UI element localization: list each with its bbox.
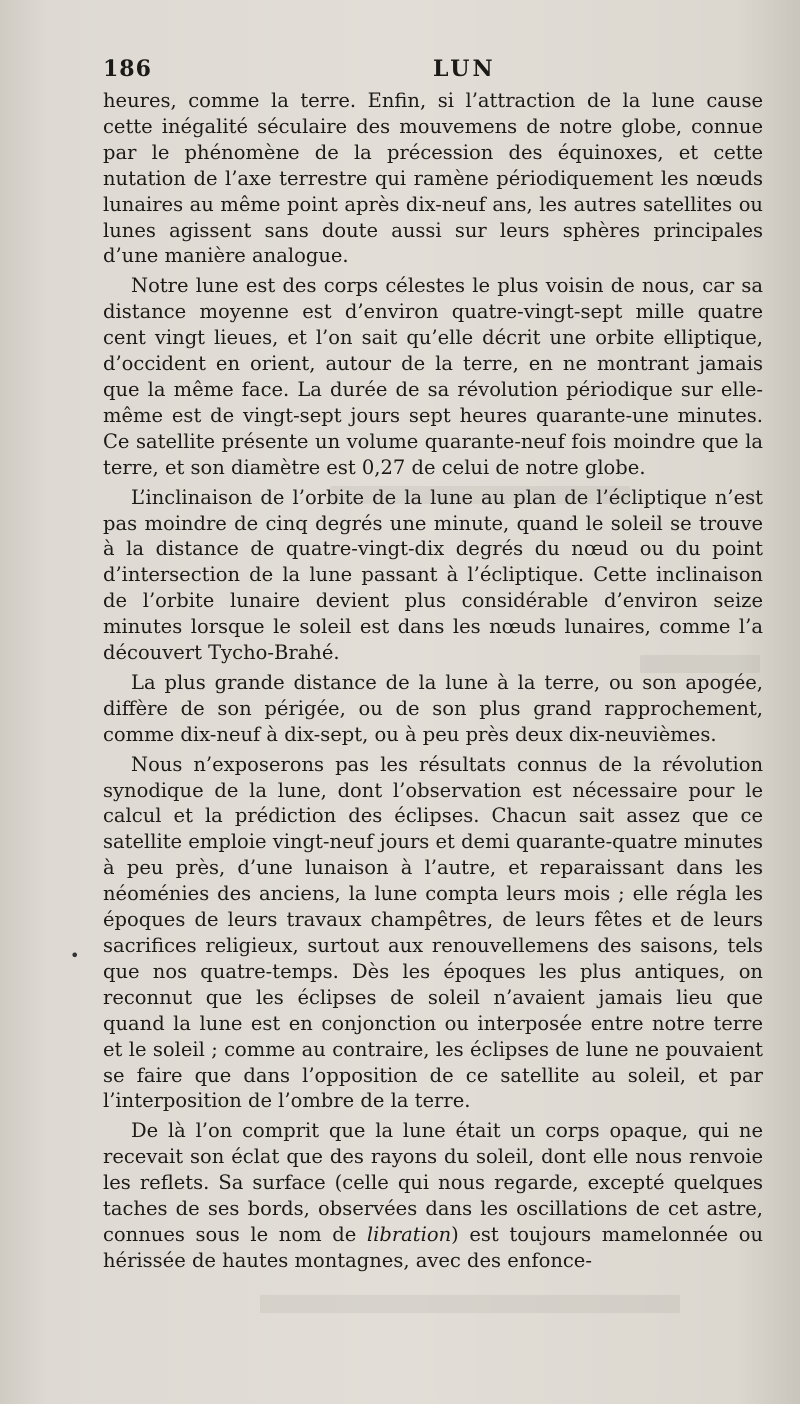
- paragraph-1: heures, comme la terre. Enfin, si l’attraction de la lune cause cette inégalité séculaire des mouvemens de notre globe, connue par le phénomène de la précession des équinoxes, et cette nutation de l’axe terrestre qui ramène périodiquement les nœuds lunaires au même point après dix-neuf ans, les autres satellites ou lunes agissent sans doute aussi sur leurs sphères principales d’une manière analogue.: [103, 89, 763, 268]
- margin-mark: •: [70, 946, 80, 965]
- paragraph-6: [103, 1118, 763, 1273]
- paragraph-6-text-after: ) est toujours mamelonnée ou hérissée de hautes montagnes, avec des enfonce-: [103, 1222, 764, 1272]
- running-head: LUN: [433, 56, 496, 82]
- page-number: 186: [103, 56, 152, 82]
- libration-term: libration: [366, 1222, 452, 1246]
- paragraph-2: Notre lune est des corps célestes le plus voisin de nous, car sa distance moyenne est d’environ quatre-vingt-sept mille quatre cent vingt lieues, et l’on sait qu’elle décrit une orbite elliptique, d’occident en orient, autour de la terre, en ne montrant jamais que la même face. La durée de sa révolution périodique sur elle-même est de vingt-sept jours sept heures quarante-une minutes. Ce satellite présente un volume quarante-neuf fois moindre que la terre, et son diamètre est 0,27 de celui de notre globe.: [103, 274, 763, 479]
- paragraph-6-text-before: De là l’on comprit que la lune était un corps opaque, qui ne recevait son éclat que des rayons du soleil, dont elle nous renvoie les reflets. Sa surface (celle qui nous regarde, excepté quelques taches de ses bords, observées dans les oscillations de cet astre, connues sous le nom de: [103, 1119, 763, 1246]
- page-header: [103, 56, 763, 88]
- paragraph-4: La plus grande distance de la lune à la terre, ou son apogée, diffère de son périgée, ou de son plus grand rapprochement, comme dix-neuf à dix-sept, ou à peu près deux dix-neuvièmes.: [103, 670, 763, 746]
- paragraph-3: L’inclinaison de l’orbite de la lune au plan de l’écliptique n’est pas moindre de cinq degrés une minute, quand le soleil se trouve à la distance de quatre-vingt-dix degrés du nœud ou du point d’intersection de la lune passant à l’écliptique. Cette inclinaison de l’orbite lunaire devient plus considérable d’environ seize minutes lorsque le soleil est dans les nœuds lunaires, comme l’a découvert Tycho-Brahé.: [103, 485, 763, 665]
- paragraph-5: Nous n’exposerons pas les résultats connus de la révolution synodique de la lune, dont l’observation est nécessaire pour le calcul et la prédiction des éclipses. Chacun sait assez que ce satellite emploie vingt-neuf jours et demi quarante-quatre minutes à peu près, d’une lunaison à l’autre, et reparaissant dans les néoménies des anciens, la lune compta leurs mois ; elle régla les époques de leurs travaux champêtres, de leurs fêtes et de leurs sacrifices religieux, surtout aux renouvellemens des saisons, tels que nos quatre-temps. Dès les époques les plus antiques, on reconnut que les éclipses de soleil n’avaient jamais lieu que quand la lune est en conjonction ou interposée entre notre terre et le soleil ; comme au contraire, les éclipses de lune ne pouvaient se faire que dans l’opposition de ce satellite au soleil, et par l’interposition de l’ombre de la terre.: [103, 752, 763, 1113]
- show-through-text: [260, 1295, 680, 1313]
- article-body: [103, 88, 763, 1274]
